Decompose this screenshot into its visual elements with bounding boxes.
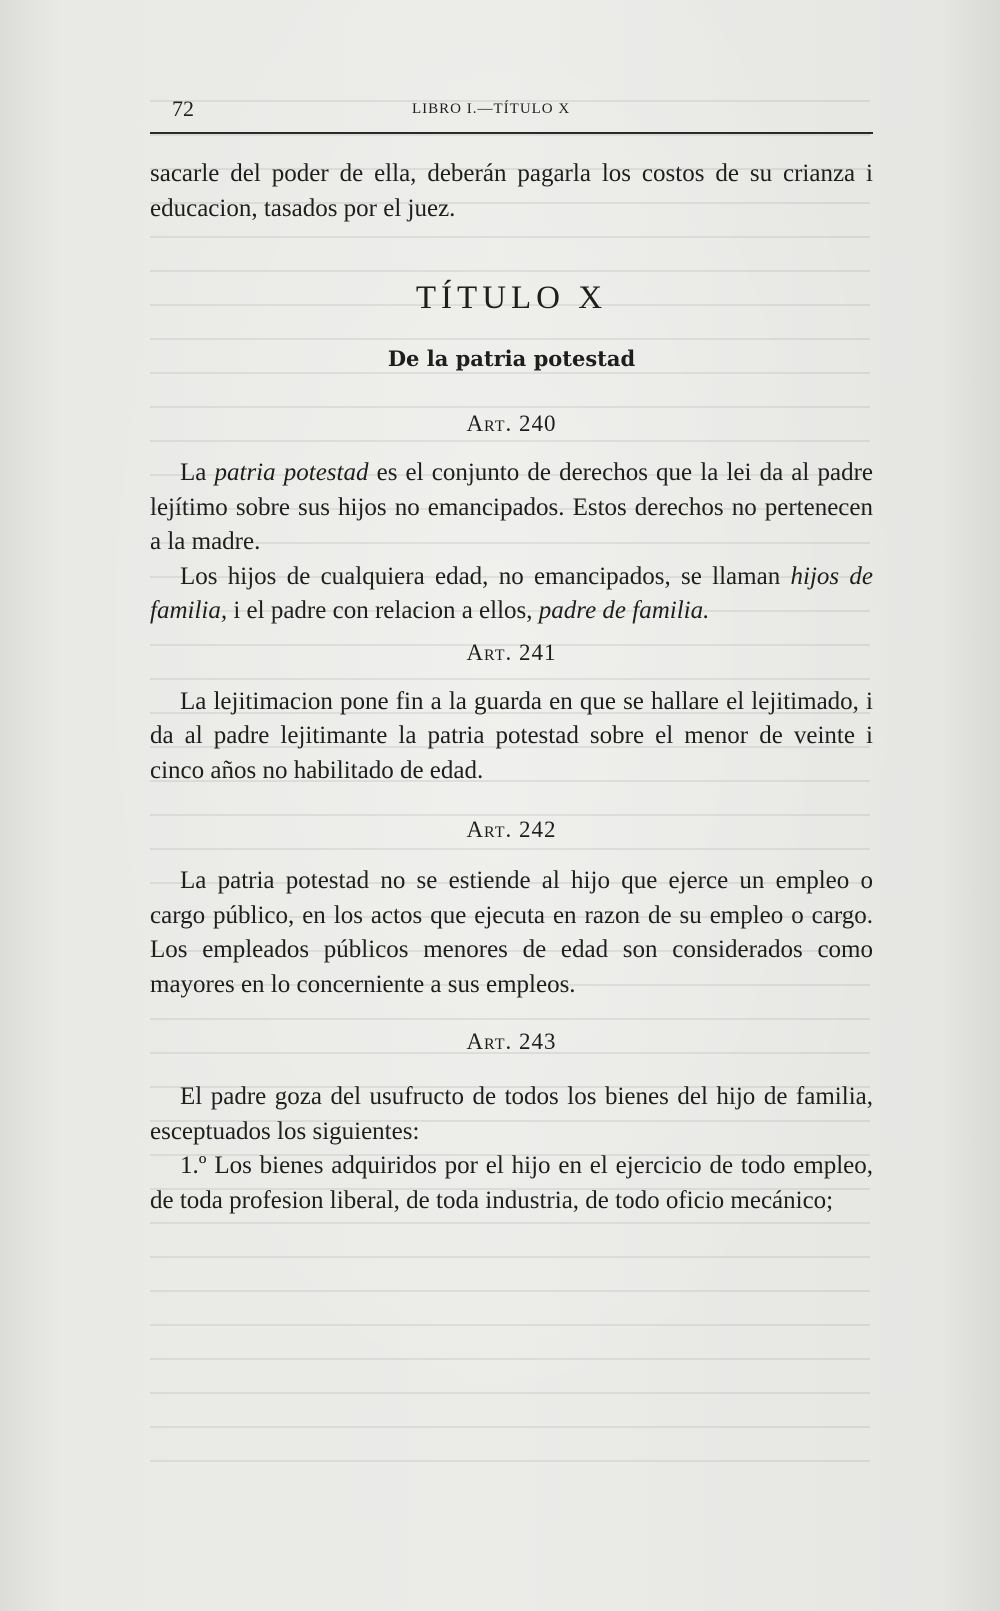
- article-prefix: Art.: [466, 1029, 513, 1054]
- article-243-paragraph: El padre goza del usufructo de todos los bienes del hijo de familia, esceptuados los siguientes:: [150, 1083, 873, 1145]
- continuation-paragraph: sacarle del poder de ella, deberán pagarla los costos de su crianza i educacion, tasados por el juez.: [150, 160, 873, 222]
- article-240-paragraph-2: [150, 560, 873, 629]
- page-header: [170, 96, 870, 130]
- text-run: La: [180, 459, 215, 486]
- article-242-paragraph: La patria potestad no se estiende al hijo que ejerce un empleo o cargo público, en los actos que ejecuta en razon de su empleo o cargo. Los empleados públicos menores de edad son considerados como mayores en lo concerniente a sus empleos.: [150, 867, 873, 998]
- article-prefix: Art.: [466, 817, 513, 842]
- article-heading-241: [150, 635, 873, 671]
- article-number: 240: [519, 411, 557, 436]
- text-run: Los hijos de cualquiera edad, no emancipados, se llaman: [180, 562, 791, 590]
- running-head: LIBRO I.—TÍTULO X: [412, 101, 571, 117]
- article-heading-240: [150, 406, 873, 442]
- article-243-item-1: 1.º Los bienes adquiridos por el hijo en el ejercicio de todo empleo, de toda profesion liberal, de toda industria, de todo oficio mecánico;: [150, 1152, 873, 1214]
- italic-term: hijos de familia,: [150, 562, 874, 624]
- italic-term: patria potestad: [214, 459, 369, 486]
- article-number: 243: [519, 1029, 557, 1054]
- italic-term: padre de familia.: [538, 597, 710, 624]
- article-heading-242: [150, 812, 873, 848]
- page-number: 72: [172, 96, 194, 121]
- text-run: es el conjunto de derechos que la lei da al padre lejítimo sobre sus hijos no emancipados. Estos derechos no pertenecen a la madre.: [150, 459, 873, 555]
- article-241-paragraph: La lejitimacion pone fin a la guarda en que se hallare el lejitimado, i da al padre lejitimante la patria potestad sobre el menor de veinte i cinco años no habilitado de edad.: [150, 687, 873, 784]
- article-240-paragraph-1: [150, 456, 873, 560]
- section-title: TÍTULO X: [415, 280, 608, 316]
- article-heading-243: [150, 1024, 873, 1060]
- article-prefix: Art.: [466, 411, 513, 436]
- page-body: [150, 157, 873, 1218]
- header-rule: [150, 132, 873, 134]
- text-run: i el padre con relacion a ellos,: [227, 597, 539, 624]
- section-subtitle: De la patria potestad: [387, 346, 636, 371]
- article-number: 241: [519, 639, 557, 665]
- article-prefix: Art.: [466, 639, 513, 665]
- article-number: 242: [519, 817, 557, 842]
